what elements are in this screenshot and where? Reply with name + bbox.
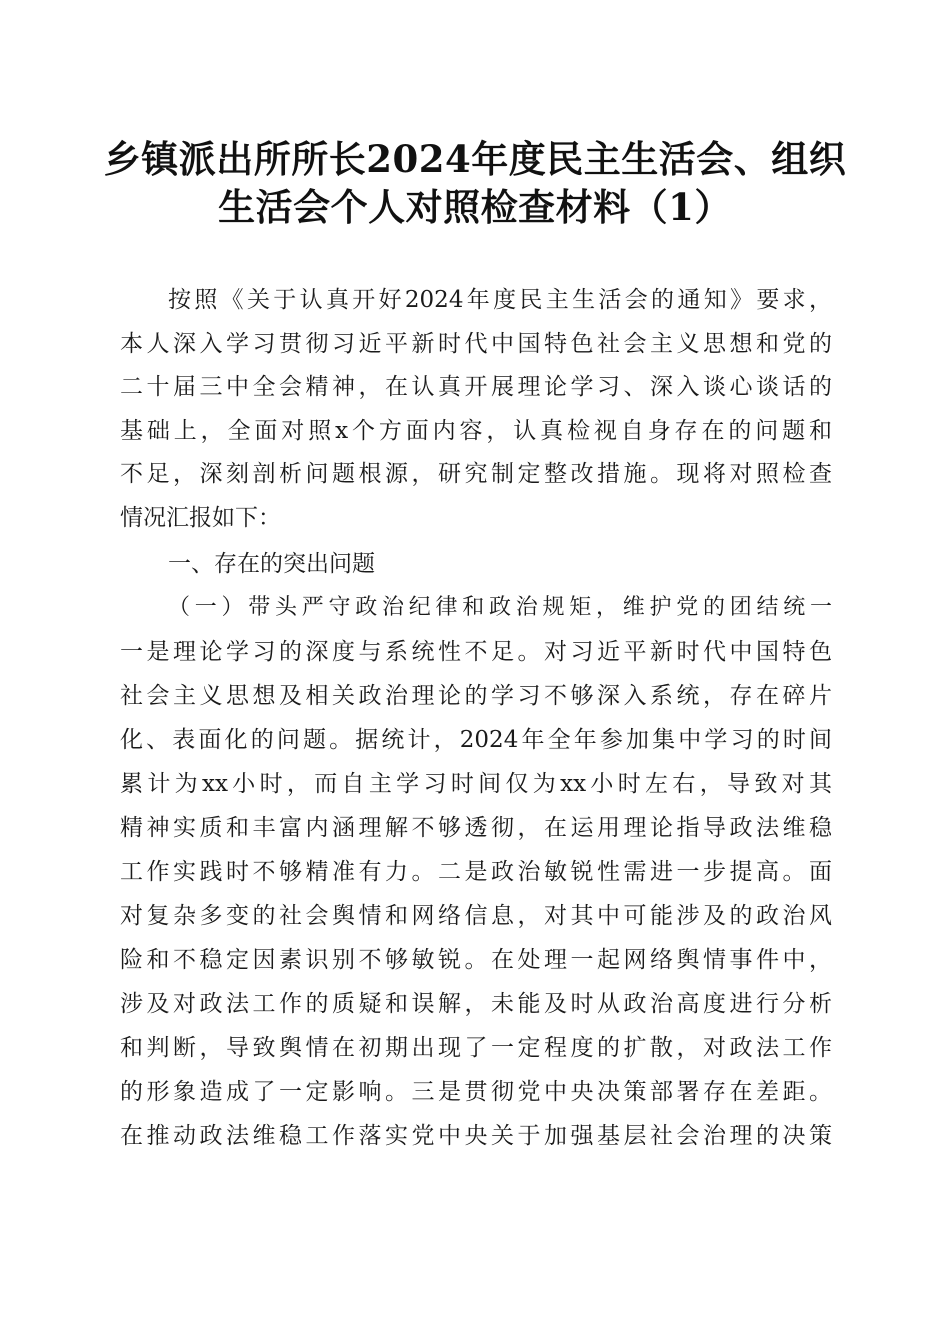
body-line: 和判断，导致舆情在初期出现了一定程度的扩散，对政法工作 bbox=[120, 1035, 832, 1061]
document-title bbox=[100, 135, 850, 231]
subsection-heading: （一）带头严守政治纪律和政治规矩，维护党的团结统一 bbox=[168, 595, 832, 620]
intro-line: 不足，深刻剖析问题根源，研究制定整改措施。现将对照检查 bbox=[120, 461, 832, 487]
body-line: 化、表面化的问题。据统计，2024年全年参加集中学习的时间 bbox=[120, 727, 832, 753]
body-line: 精神实质和丰富内涵理解不够透彻，在运用理论指导政法维稳 bbox=[120, 815, 832, 841]
body-line: 在推动政法维稳工作落实党中央关于加强基层社会治理的决策 bbox=[120, 1123, 832, 1149]
intro-line: 本人深入学习贯彻习近平新时代中国特色社会主义思想和党的 bbox=[120, 330, 832, 357]
body-line: 累计为xx小时，而自主学习时间仅为xx小时左右，导致对其 bbox=[120, 771, 832, 797]
body-line: 社会主义思想及相关政治理论的学习不够深入系统，存在碎片 bbox=[120, 683, 832, 709]
intro-line: 情况汇报如下： bbox=[120, 504, 281, 531]
section-heading: 一、存在的突出问题 bbox=[168, 551, 375, 577]
body-line: 对复杂多变的社会舆情和网络信息，对其中可能涉及的政治风 bbox=[120, 903, 832, 929]
body-line: 险和不稳定因素识别不够敏锐。在处理一起网络舆情事件中， bbox=[120, 947, 832, 973]
body-line: 的形象造成了一定影响。三是贯彻党中央决策部署存在差距。 bbox=[120, 1079, 832, 1105]
intro-line: 按照《关于认真开好2024年度民主生活会的通知》要求， bbox=[168, 287, 832, 313]
body-line: 一是理论学习的深度与系统性不足。对习近平新时代中国特色 bbox=[120, 639, 832, 665]
intro-line: 二十届三中全会精神，在认真开展理论学习、深入谈心谈话的 bbox=[120, 374, 832, 400]
intro-line: 基础上，全面对照x个方面内容，认真检视自身存在的问题和 bbox=[120, 417, 832, 444]
title-line-2: 生活会个人对照检查材料（1） bbox=[218, 185, 732, 229]
body-line: 工作实践时不够精准有力。二是政治敏锐性需进一步提高。面 bbox=[120, 859, 832, 885]
body-line: 涉及对政法工作的质疑和误解，未能及时从政治高度进行分析 bbox=[120, 991, 832, 1017]
title-line-1: 乡镇派出所所长2024年度民主生活会、组织 bbox=[103, 137, 847, 181]
